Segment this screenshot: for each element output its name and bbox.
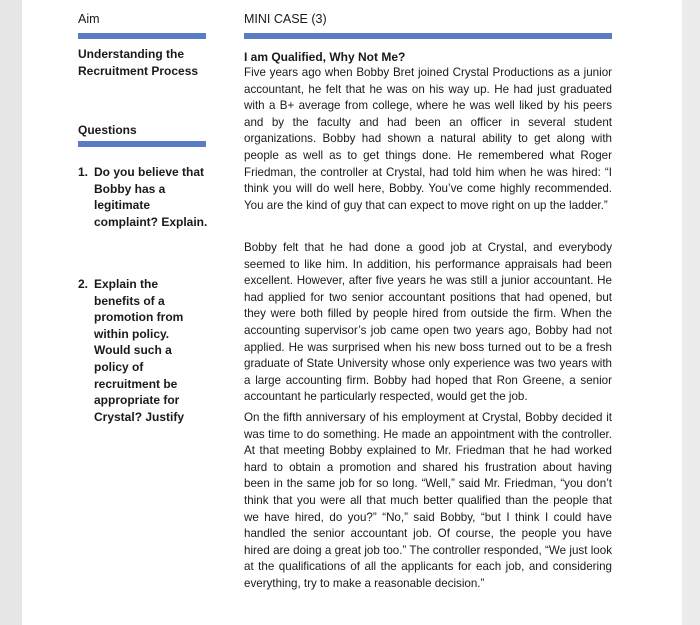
questions-bar xyxy=(78,141,206,147)
questions-heading: Questions xyxy=(78,123,137,137)
case-paragraph-1: Five years ago when Bobby Bret joined Crystal Productions as a junior accountant, he felt that he was on his way up. He had just graduated with a B+ average from college, where he was well liked by his peers and by the faculty and had been an officer in several student organizations. Bobby had shown a natural ability to get along with people as well as to get things done. He remembered what Roger Friedman, the controller at Crystal, had told him when he was hired: “I think you will do well here, Bobby. You’ve come highly recommended. You are the kind of guy that can expect to move right on up the ladder.” xyxy=(244,66,612,212)
case-paragraph-2: Bobby felt that he had done a good job at Crystal, and everybody seemed to like him. In addition, his performance appraisals had been excellent. However, after five years he was still a junior accountant. He had applied for two senior accountant positions that had opened, but they were both filled by people hired from outside the firm. When the accounting supervisor’s job came open two years ago, Bobby had not applied. He was surprised when his new boss turned out to be a fresh graduate of State University whose only experience was two years with a large accounting firm. Bobby had hoped that Ron Greene, a senior accountant he particularly respected, would get the job. xyxy=(244,241,612,404)
question-2-text: Explain the benefits of a promotion from within policy. Would such a policy of recruitment be appropriate for Crystal? Justify xyxy=(94,277,185,424)
question-2-number: 2. xyxy=(78,277,89,291)
page-edge-left xyxy=(0,0,22,625)
aim-header-bar xyxy=(78,33,206,39)
case-paragraph-3: On the fifth anniversary of his employment at Crystal, Bobby decided it was time to do something. He made an appointment with the controller. At that meeting Bobby explained to Mr. Friedman that he had worked hard to obtain a promotion and shared his frustration about having been in the same job for so long. “Well,” said Mr. Friedman, “you don’t think that you were all that much better qualified than the people that we have hired, do you?” “No,” said Bobby, “but I think I could have handled the senior accountant job. Of course, the people you have hired are doing a great job too.” The controller responded, “We just look at the qualifications of all the applicants for each job, and considering everything, try to make a reasonable decision.” xyxy=(244,411,612,590)
question-1-text: Do you believe that Bobby has a legitimate complaint? Explain. xyxy=(94,165,208,229)
aim-label: Aim xyxy=(78,12,100,26)
question-1-number: 1. xyxy=(78,165,89,179)
mini-case-label: MINI CASE (3) xyxy=(244,12,327,26)
aim-heading: Understanding the Recruitment Process xyxy=(78,47,199,78)
page-edge-right xyxy=(682,0,700,625)
case-title: I am Qualified, Why Not Me? xyxy=(244,50,406,64)
case-header-bar xyxy=(244,33,612,39)
